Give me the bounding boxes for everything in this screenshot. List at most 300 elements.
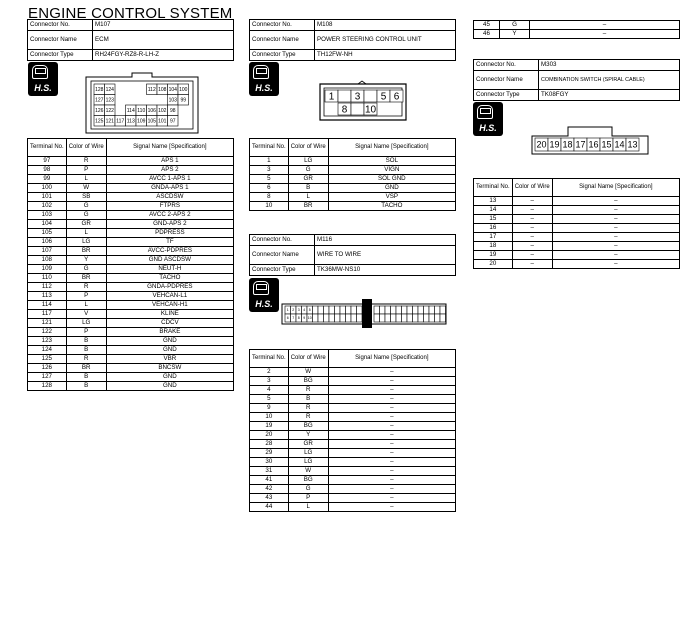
connector-no: M303 <box>539 60 680 71</box>
connector-no: M107 <box>93 20 234 31</box>
terminal-no-cell: 43 <box>250 494 289 503</box>
pin-cell <box>402 314 408 322</box>
table-row <box>250 440 456 449</box>
wire-color-cell: GR <box>288 175 328 184</box>
pin-cell <box>380 314 386 322</box>
table-row <box>250 377 456 386</box>
label-connector-name: Connector Name <box>250 246 315 265</box>
signal-name-cell: BRAKE <box>106 328 233 337</box>
table-row <box>28 355 234 364</box>
col-signal-name: Signal Name [Specification] <box>328 350 455 368</box>
terminal-no-cell: 31 <box>250 467 289 476</box>
terminal-no-cell: 1 <box>250 157 289 166</box>
page-title: ENGINE CONTROL SYSTEM <box>28 5 233 22</box>
terminal-no-cell: 108 <box>28 256 67 265</box>
wire-color-cell: L <box>66 229 106 238</box>
pin-cell <box>324 314 330 322</box>
pin-cell <box>396 314 402 322</box>
wire-color-cell: BR <box>66 274 106 283</box>
table-row <box>474 197 680 206</box>
signal-name-cell: – <box>530 30 680 39</box>
wire-color-cell: B <box>288 395 328 404</box>
table-row <box>250 202 456 211</box>
harness-side-icon: H.S. <box>28 62 58 96</box>
wire-color-cell: – <box>512 215 552 224</box>
wire-color-cell: LG <box>66 238 106 247</box>
pin-cell <box>364 90 377 102</box>
terminal-no-cell: 5 <box>250 395 289 404</box>
pin-label: 100 <box>179 87 188 93</box>
col-signal-name: Signal Name [Specification] <box>328 139 455 157</box>
terminal-no-cell: 107 <box>28 247 67 256</box>
wire-color-cell: B <box>288 184 328 193</box>
col-color-of-wire: Color of Wire <box>512 179 552 197</box>
signal-name-cell: GNDA-APS 1 <box>106 184 233 193</box>
signal-name-cell: – <box>328 503 455 512</box>
table-row <box>250 184 456 193</box>
pin-cell <box>318 314 324 322</box>
signal-name-cell: VEHCAN-H1 <box>106 301 233 310</box>
pin-label: 2 <box>292 308 295 313</box>
terminal-no-cell: 20 <box>474 260 513 269</box>
pin-cell <box>429 306 435 314</box>
signal-name-cell: VIGN <box>328 166 455 175</box>
wire-color-cell: GR <box>66 220 106 229</box>
col-color-of-wire: Color of Wire <box>66 139 106 157</box>
pin-cell <box>340 314 346 322</box>
pin-label: 97 <box>169 118 176 125</box>
wire-color-cell: – <box>512 206 552 215</box>
table-row <box>28 292 234 301</box>
signal-name-cell: VBR <box>106 355 233 364</box>
pin-label: 101 <box>158 118 167 125</box>
table-row <box>28 256 234 265</box>
pin-label: 13 <box>627 139 638 150</box>
pin-label: 106 <box>147 108 156 114</box>
wire-color-cell: G <box>66 265 106 274</box>
signal-name-cell: AVCC 2-APS 2 <box>106 211 233 220</box>
terminal-no-cell: 19 <box>474 251 513 260</box>
connector-diagram-m107 <box>82 71 202 135</box>
pin-label: 109 <box>137 118 146 125</box>
connector-type: TK36MW-NS10 <box>315 265 456 276</box>
pin-cell <box>351 306 357 314</box>
wire-color-cell: L <box>288 503 328 512</box>
pin-cell <box>357 314 363 322</box>
wire-color-cell: Y <box>288 431 328 440</box>
table-row <box>28 220 234 229</box>
terminal-no-cell: 106 <box>28 238 67 247</box>
signal-name-cell: – <box>328 485 455 494</box>
col-terminal-no: Terminal No. <box>250 350 289 368</box>
terminal-no-cell: 126 <box>28 364 67 373</box>
table-row <box>250 157 456 166</box>
table-row <box>250 193 456 202</box>
pin-cell <box>351 103 364 115</box>
pin-cell <box>429 314 435 322</box>
pin-label: 5 <box>308 308 311 313</box>
table-row <box>474 215 680 224</box>
terminal-no-cell: 128 <box>28 382 67 391</box>
pin-cell <box>424 314 430 322</box>
terminal-no-cell: 3 <box>250 166 289 175</box>
label-connector-name: Connector Name <box>28 31 93 50</box>
connector-type: RH24FGY-RZ8-R-LH-Z <box>93 50 234 61</box>
pin-label: 9 <box>303 316 306 321</box>
signal-name-cell: VEHCAN-L1 <box>106 292 233 301</box>
connector-diagram-m303 <box>530 124 650 156</box>
pin-label: 10 <box>364 104 377 116</box>
wire-color-cell: R <box>66 283 106 292</box>
pin-label: 5 <box>380 91 387 103</box>
wire-color-cell: GR <box>288 440 328 449</box>
col-terminal-no: Terminal No. <box>474 179 513 197</box>
signal-name-cell: GND <box>106 382 233 391</box>
table-row <box>474 233 680 242</box>
signal-name-cell: – <box>328 449 455 458</box>
signal-name-cell: – <box>552 242 679 251</box>
signal-name-cell: GND-APS 2 <box>106 220 233 229</box>
pin-cell <box>346 306 352 314</box>
terminal-no-cell: 10 <box>250 413 289 422</box>
signal-name-cell: – <box>552 224 679 233</box>
terminal-no-cell: 100 <box>28 184 67 193</box>
terminal-no-cell: 104 <box>28 220 67 229</box>
wire-color-cell: L <box>66 175 106 184</box>
pin-label: 10 <box>307 316 312 321</box>
table-row <box>28 175 234 184</box>
pin-cell <box>374 314 380 322</box>
signal-name-cell: TACHO <box>328 202 455 211</box>
terminal-no-cell: 112 <box>28 283 67 292</box>
label-connector-name: Connector Name <box>474 71 539 90</box>
terminal-no-cell: 113 <box>28 292 67 301</box>
pin-label: 123 <box>105 97 114 104</box>
pin-label: 105 <box>147 118 156 125</box>
terminal-no-cell: 101 <box>28 193 67 202</box>
signal-name-cell: – <box>328 476 455 485</box>
pin-label: 18 <box>562 139 573 150</box>
table-row <box>28 310 234 319</box>
wire-color-cell: R <box>288 386 328 395</box>
pin-cell <box>391 314 397 322</box>
signal-name-cell: PDPRESS <box>106 229 233 238</box>
terminal-table-m116 <box>249 349 456 512</box>
signal-name-cell: TACHO <box>106 274 233 283</box>
table-row <box>250 422 456 431</box>
pin-cell <box>396 306 402 314</box>
pin-cell <box>335 314 341 322</box>
pin-cell <box>346 314 352 322</box>
terminal-no-cell: 122 <box>28 328 67 337</box>
table-row <box>250 386 456 395</box>
terminal-no-cell: 114 <box>28 301 67 310</box>
pin-cell <box>407 306 413 314</box>
table-row <box>28 184 234 193</box>
pin-label: 3 <box>297 308 300 313</box>
table-row <box>28 328 234 337</box>
signal-name-cell: – <box>530 21 680 30</box>
table-row <box>28 274 234 283</box>
signal-name-cell: ASCDSW <box>106 193 233 202</box>
signal-name-cell: – <box>328 413 455 422</box>
wire-color-cell: – <box>512 197 552 206</box>
pin-label: 16 <box>588 139 599 150</box>
wire-color-cell: L <box>288 193 328 202</box>
wire-color-cell: LG <box>288 449 328 458</box>
terminal-no-cell: 30 <box>250 458 289 467</box>
table-row <box>28 265 234 274</box>
connector-name: WIRE TO WIRE <box>315 246 456 265</box>
wire-color-cell: Y <box>66 256 106 265</box>
terminal-no-cell: 109 <box>28 265 67 274</box>
signal-name-cell: – <box>328 368 455 377</box>
col-terminal-no: Terminal No. <box>28 139 67 157</box>
pin-label: 127 <box>95 97 104 104</box>
wire-color-cell: B <box>66 373 106 382</box>
table-row <box>28 382 234 391</box>
table-row <box>28 319 234 328</box>
signal-name-cell: – <box>552 197 679 206</box>
table-row <box>250 368 456 377</box>
wire-color-cell: L <box>66 301 106 310</box>
wire-color-cell: – <box>512 242 552 251</box>
signal-name-cell: – <box>328 494 455 503</box>
table-row <box>28 247 234 256</box>
connector-name: ECM <box>93 31 234 50</box>
pin-label: 4 <box>303 308 306 313</box>
terminal-no-cell: 10 <box>250 202 289 211</box>
pin-label: 124 <box>105 87 114 93</box>
signal-name-cell: KLINE <box>106 310 233 319</box>
pin-cell <box>418 306 424 314</box>
pin-cell <box>357 306 363 314</box>
terminal-no-cell: 124 <box>28 346 67 355</box>
connector-info-m107 <box>27 19 234 61</box>
signal-name-cell: – <box>328 386 455 395</box>
pin-cell <box>435 314 441 322</box>
terminal-no-cell: 20 <box>250 431 289 440</box>
signal-name-cell: – <box>328 422 455 431</box>
table-row <box>28 301 234 310</box>
pin-cell <box>340 306 346 314</box>
signal-name-cell: AVCC-PDPRES <box>106 247 233 256</box>
table-row <box>28 166 234 175</box>
wire-color-cell: B <box>66 337 106 346</box>
table-row <box>28 337 234 346</box>
signal-name-cell: GND <box>106 337 233 346</box>
wire-color-cell: V <box>66 310 106 319</box>
connector-no: M108 <box>315 20 456 31</box>
wire-color-cell: – <box>512 224 552 233</box>
terminal-no-cell: 15 <box>474 215 513 224</box>
wire-color-cell: – <box>512 251 552 260</box>
table-row <box>28 373 234 382</box>
terminal-no-cell: 105 <box>28 229 67 238</box>
pin-label: 125 <box>95 118 104 125</box>
signal-name-cell: CDCV <box>106 319 233 328</box>
wire-color-cell: B <box>66 346 106 355</box>
table-row <box>28 283 234 292</box>
wire-color-cell: BR <box>288 202 328 211</box>
pin-cell <box>440 314 446 322</box>
pin-cell <box>313 314 319 322</box>
terminal-no-cell: 123 <box>28 337 67 346</box>
connector-info-m116 <box>249 234 456 276</box>
pin-cell <box>318 306 324 314</box>
col-color-of-wire: Color of Wire <box>288 350 328 368</box>
table-row <box>250 166 456 175</box>
terminal-no-cell: 125 <box>28 355 67 364</box>
wire-color-cell: R <box>66 355 106 364</box>
wire-color-cell: W <box>288 467 328 476</box>
signal-name-cell: VSP <box>328 193 455 202</box>
table-row <box>250 458 456 467</box>
pin-label: 1 <box>286 308 289 313</box>
pin-label: 98 <box>169 108 176 114</box>
pin-label: 8 <box>297 316 300 321</box>
terminal-no-cell: 29 <box>250 449 289 458</box>
terminal-no-cell: 6 <box>250 184 289 193</box>
wire-color-cell: LG <box>288 157 328 166</box>
terminal-no-cell: 97 <box>28 157 67 166</box>
wire-color-cell: B <box>66 382 106 391</box>
terminal-no-cell: 102 <box>28 202 67 211</box>
label-connector-no: Connector No. <box>474 60 539 71</box>
pin-cell <box>329 314 335 322</box>
label-connector-name: Connector Name <box>250 31 315 50</box>
table-row <box>250 485 456 494</box>
signal-name-cell: GND ASCDSW <box>106 256 233 265</box>
pin-label: 8 <box>341 104 348 116</box>
pin-label: 114 <box>126 108 135 114</box>
connector-type: TH12FW-NH <box>315 50 456 61</box>
connector-name: POWER STEERING CONTROL UNIT <box>315 31 456 50</box>
wire-color-cell: G <box>500 21 530 30</box>
wire-color-cell: R <box>288 413 328 422</box>
connector-diagram-m108 <box>318 80 408 122</box>
terminal-no-cell: 121 <box>28 319 67 328</box>
terminal-no-cell: 16 <box>474 224 513 233</box>
pin-cell <box>418 314 424 322</box>
signal-name-cell: BNCSW <box>106 364 233 373</box>
connector-diagram-m116 <box>280 296 448 330</box>
signal-name-cell: – <box>328 431 455 440</box>
pin-label: 104 <box>168 87 177 93</box>
pin-label: 15 <box>601 139 612 150</box>
pin-label: 99 <box>180 97 187 104</box>
pin-cell <box>435 306 441 314</box>
wire-color-cell: G <box>66 202 106 211</box>
pin-cell <box>335 306 341 314</box>
terminal-no-cell: 3 <box>250 377 289 386</box>
pin-cell <box>324 306 330 314</box>
wire-color-cell: G <box>288 166 328 175</box>
pin-cell <box>338 90 351 102</box>
terminal-no-cell: 117 <box>28 310 67 319</box>
wire-color-cell: – <box>512 233 552 242</box>
pin-cell <box>402 306 408 314</box>
table-row <box>28 229 234 238</box>
terminal-no-cell: 42 <box>250 485 289 494</box>
wire-color-cell: P <box>66 328 106 337</box>
terminal-no-cell: 4 <box>250 386 289 395</box>
signal-name-cell: – <box>552 233 679 242</box>
terminal-no-cell: 103 <box>28 211 67 220</box>
table-row <box>28 193 234 202</box>
terminal-no-cell: 110 <box>28 274 67 283</box>
pin-cell <box>385 314 391 322</box>
label-connector-no: Connector No. <box>250 235 315 246</box>
wire-color-cell: LG <box>288 458 328 467</box>
terminal-no-cell: 2 <box>250 368 289 377</box>
pin-label: 17 <box>575 139 586 150</box>
wire-color-cell: P <box>66 292 106 301</box>
pin-label: 103 <box>168 97 177 104</box>
pin-cell <box>440 306 446 314</box>
table-row <box>28 238 234 247</box>
wire-color-cell: Y <box>500 30 530 39</box>
pin-label: 1 <box>328 91 335 103</box>
pin-label: 7 <box>292 316 295 321</box>
table-row <box>250 413 456 422</box>
label-connector-no: Connector No. <box>250 20 315 31</box>
table-row <box>474 251 680 260</box>
signal-name-cell: – <box>328 467 455 476</box>
pin-label: 122 <box>105 108 114 114</box>
table-row <box>250 476 456 485</box>
wire-color-cell: P <box>288 494 328 503</box>
pin-label: 121 <box>105 118 114 125</box>
pin-cell <box>413 314 419 322</box>
terminal-no-cell: 46 <box>474 30 500 39</box>
signal-name-cell: GND <box>328 184 455 193</box>
pin-cell <box>374 306 380 314</box>
table-row <box>250 449 456 458</box>
table-row <box>28 211 234 220</box>
wire-color-cell: W <box>66 184 106 193</box>
wire-color-cell: BR <box>66 247 106 256</box>
terminal-no-cell: 13 <box>474 197 513 206</box>
label-connector-type: Connector Type <box>474 90 539 101</box>
terminal-no-cell: 45 <box>474 21 500 30</box>
signal-name-cell: SOL GND <box>328 175 455 184</box>
col-signal-name: Signal Name [Specification] <box>106 139 233 157</box>
wire-color-cell: SB <box>66 193 106 202</box>
signal-name-cell: – <box>552 260 679 269</box>
wire-color-cell: W <box>288 368 328 377</box>
signal-name-cell: GNDA-PDPRES <box>106 283 233 292</box>
signal-name-cell: AVCC 1-APS 1 <box>106 175 233 184</box>
label-connector-type: Connector Type <box>250 50 315 61</box>
pin-label: 3 <box>354 91 361 103</box>
pin-cell <box>424 306 430 314</box>
terminal-table-m108 <box>249 138 456 211</box>
terminal-no-cell: 28 <box>250 440 289 449</box>
connector-name: COMBINATION SWITCH (SPIRAL CABLE) <box>539 71 680 90</box>
terminal-table-m303 <box>473 178 680 269</box>
pin-cell <box>385 306 391 314</box>
terminal-table-m116-continued <box>473 20 680 39</box>
table-row <box>250 494 456 503</box>
signal-name-cell: FTPRS <box>106 202 233 211</box>
label-connector-type: Connector Type <box>250 265 315 276</box>
signal-name-cell: NEUT-H <box>106 265 233 274</box>
pin-cell <box>407 314 413 322</box>
pin-cell <box>351 314 357 322</box>
pin-label: 108 <box>158 87 167 93</box>
table-row <box>474 242 680 251</box>
